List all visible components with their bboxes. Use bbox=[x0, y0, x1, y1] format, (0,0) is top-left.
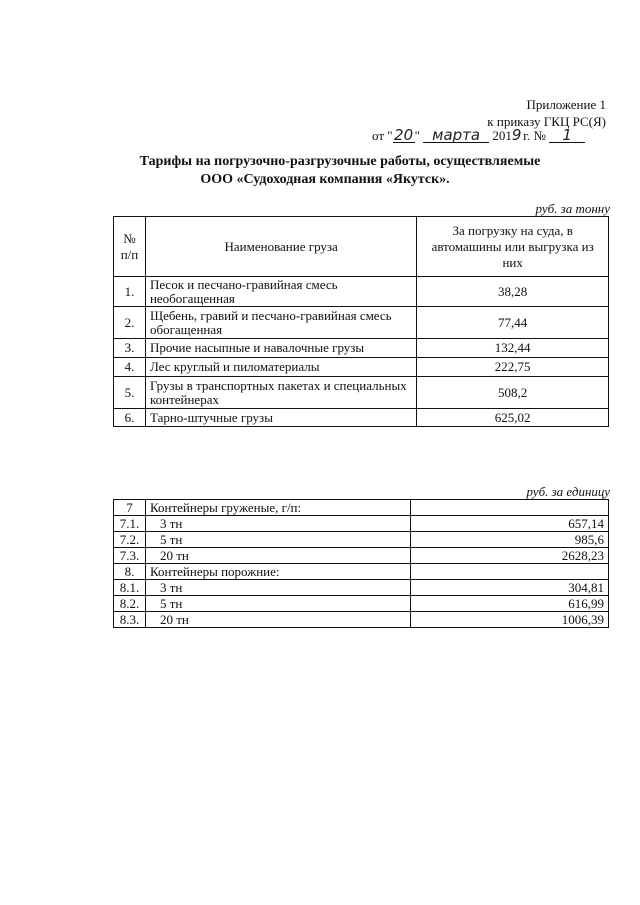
row-price bbox=[411, 564, 609, 580]
quote-close: " bbox=[414, 128, 420, 143]
table1-unit-label: руб. за тонну bbox=[535, 201, 610, 216]
table-row bbox=[114, 580, 609, 596]
row-price: 985,6 bbox=[411, 532, 609, 548]
row-num: 6. bbox=[114, 409, 146, 427]
table-row bbox=[114, 307, 609, 339]
row-name: Лес круглый и пиломатериалы bbox=[145, 358, 416, 377]
table-row bbox=[114, 612, 609, 628]
row-name: 5 тн bbox=[145, 532, 410, 548]
document-title bbox=[0, 153, 640, 189]
row-num: 3. bbox=[114, 339, 146, 358]
row-num: 8.1. bbox=[114, 580, 146, 596]
row-num: 7.2. bbox=[114, 532, 146, 548]
row-price: 616,99 bbox=[411, 596, 609, 612]
row-num: 7 bbox=[114, 500, 146, 516]
table-row bbox=[114, 377, 609, 409]
appendix-label: Приложение 1 bbox=[526, 97, 606, 112]
row-num: 8. bbox=[114, 564, 146, 580]
header-name: Наименование груза bbox=[145, 217, 416, 277]
header-num: № п/п bbox=[114, 217, 146, 277]
year-suffix: г. № bbox=[523, 128, 546, 143]
title-line-1: Тарифы на погрузочно-разгрузочные работы, осуществляемые bbox=[139, 154, 541, 169]
table-row bbox=[114, 516, 609, 532]
table-row bbox=[114, 548, 609, 564]
row-name: Контейнеры груженые, г/п: bbox=[145, 500, 410, 516]
title-line-2: ООО «Судоходная компания «Якутск». bbox=[200, 172, 450, 187]
row-name: Прочие насыпные и навалочные грузы bbox=[145, 339, 416, 358]
table-row bbox=[114, 277, 609, 307]
row-num: 1. bbox=[114, 277, 146, 307]
table-row bbox=[114, 339, 609, 358]
row-price: 1006,39 bbox=[411, 612, 609, 628]
row-price: 222,75 bbox=[417, 358, 609, 377]
row-name: Тарно-штучные грузы bbox=[145, 409, 416, 427]
row-num: 5. bbox=[114, 377, 146, 409]
header-price: За погрузку на суда, в автомашины или выгрузка из них bbox=[417, 217, 609, 277]
row-name: Щебень, гравий и песчано-гравийная смесь обогащенная bbox=[145, 307, 416, 339]
handwritten-month: марта bbox=[423, 128, 489, 143]
row-name: 3 тн bbox=[145, 580, 410, 596]
order-date-line bbox=[372, 128, 585, 144]
handwritten-order-number: 1 bbox=[549, 128, 585, 143]
table-row bbox=[114, 532, 609, 548]
row-num: 4. bbox=[114, 358, 146, 377]
row-price: 132,44 bbox=[417, 339, 609, 358]
row-num: 2. bbox=[114, 307, 146, 339]
row-price: 77,44 bbox=[417, 307, 609, 339]
table-row bbox=[114, 596, 609, 612]
tariff-table-per-unit bbox=[113, 499, 609, 628]
row-name: Песок и песчано-гравийная смесь необогащенная bbox=[145, 277, 416, 307]
row-name: Контейнеры порожние: bbox=[145, 564, 410, 580]
handwritten-day: 20 bbox=[394, 126, 414, 144]
row-price: 625,02 bbox=[417, 409, 609, 427]
row-name: 5 тн bbox=[145, 596, 410, 612]
row-name: 20 тн bbox=[145, 548, 410, 564]
order-reference: к приказу ГКЦ РС(Я) bbox=[487, 114, 606, 129]
table-row bbox=[114, 358, 609, 377]
row-price: 657,14 bbox=[411, 516, 609, 532]
row-name: Грузы в транспортных пакетах и специальных контейнерах bbox=[145, 377, 416, 409]
table-row bbox=[114, 564, 609, 580]
row-num: 8.3. bbox=[114, 612, 146, 628]
table-row bbox=[114, 409, 609, 427]
from-prefix: от " bbox=[372, 128, 393, 143]
table-row bbox=[114, 500, 609, 516]
row-num: 8.2. bbox=[114, 596, 146, 612]
row-num: 7.1. bbox=[114, 516, 146, 532]
tariff-table-per-ton bbox=[113, 216, 609, 427]
table2-unit-label: руб. за единицу bbox=[526, 484, 610, 499]
row-price: 508,2 bbox=[417, 377, 609, 409]
year-prefix: 201 bbox=[492, 128, 512, 143]
row-num: 7.3. bbox=[114, 548, 146, 564]
row-price bbox=[411, 500, 609, 516]
row-name: 3 тн bbox=[145, 516, 410, 532]
row-price: 304,81 bbox=[411, 580, 609, 596]
row-price: 2628,23 bbox=[411, 548, 609, 564]
handwritten-year-digit: 9 bbox=[511, 126, 522, 144]
table1-header-row bbox=[114, 217, 609, 277]
row-name: 20 тн bbox=[145, 612, 410, 628]
row-price: 38,28 bbox=[417, 277, 609, 307]
